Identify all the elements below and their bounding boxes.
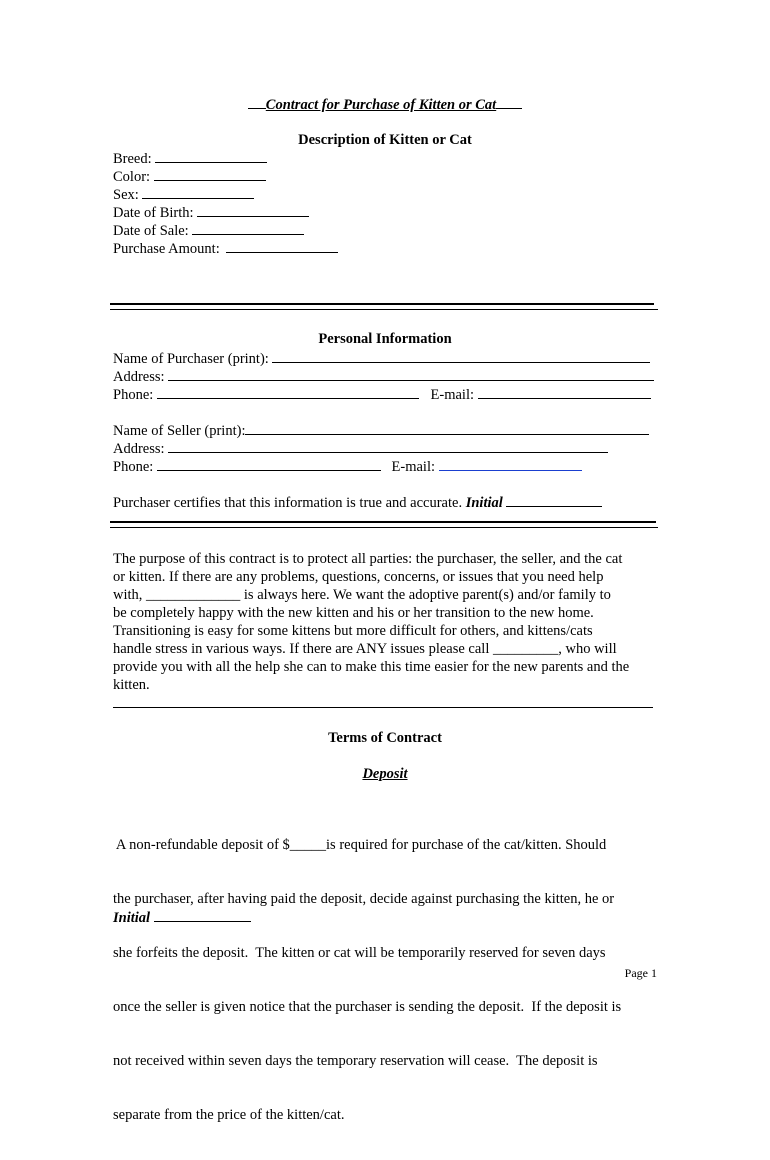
- description-heading: Description of Kitten or Cat: [298, 132, 472, 148]
- purchaser-name-field: [113, 349, 650, 368]
- sex-blank[interactable]: [142, 185, 254, 199]
- breed-label: Breed:: [113, 151, 152, 167]
- separator-rule-2b: [110, 527, 658, 528]
- terms-heading: Terms of Contract: [328, 730, 442, 746]
- purchaser-address-label: Address:: [113, 369, 165, 385]
- personal-heading: Personal Information: [318, 331, 452, 347]
- deposit-line: A non-refundable deposit of $_____is required for purchase of the cat/kitten. Should: [113, 837, 607, 853]
- sex-label: Sex:: [113, 187, 139, 203]
- seller-address-label: Address:: [113, 441, 165, 457]
- purchaser-phone-blank[interactable]: [157, 385, 419, 399]
- deposit-initial-label: Initial: [113, 910, 151, 926]
- purchaser-phone-field: [113, 385, 651, 404]
- page-number: Page 1: [624, 966, 657, 980]
- purchaser-certification: [113, 493, 602, 512]
- certify-initial-blank[interactable]: [506, 493, 602, 507]
- purpose-line: provide you with all the help she can to make this time easier for the new parents and the: [113, 659, 630, 675]
- separator-rule-1a: [110, 303, 654, 305]
- purchase-amount-blank[interactable]: [226, 239, 338, 253]
- deposit-line: once the seller is given notice that the purchaser is sending the deposit. If the deposit is: [113, 999, 622, 1015]
- seller-email-blank[interactable]: [439, 457, 582, 471]
- purpose-line: kitten.: [113, 677, 150, 693]
- title-text: Contract for Purchase of Kitten or Cat: [265, 97, 497, 113]
- purpose-line: be completely happy with the new kitten and his or her transition to the new home.: [113, 605, 594, 621]
- seller-name-field: [113, 421, 649, 440]
- purpose-line: or kitten. If there are any problems, questions, concerns, or issues that you need help: [113, 569, 604, 585]
- purchaser-address-blank[interactable]: [168, 367, 654, 381]
- seller-phone-blank[interactable]: [157, 457, 381, 471]
- seller-address-field: [113, 439, 608, 458]
- deposit-initial-field: [113, 908, 251, 927]
- breed-field: [113, 149, 267, 168]
- separator-rule-3: [113, 707, 653, 708]
- purchaser-phone-label: Phone:: [113, 387, 154, 403]
- seller-phone-label: Phone:: [113, 459, 154, 475]
- purchaser-name-blank[interactable]: [272, 349, 650, 363]
- deposit-line: she forfeits the deposit. The kitten or cat will be temporarily reserved for seven days: [113, 945, 606, 961]
- separator-rule-2a: [110, 521, 656, 523]
- purpose-line: The purpose of this contract is to protect all parties: the purchaser, the seller, and the cat: [113, 551, 623, 567]
- purchase-amount-field: [113, 239, 338, 258]
- dob-blank[interactable]: [197, 203, 309, 217]
- seller-name-blank[interactable]: [245, 421, 649, 435]
- purpose-paragraph: [113, 550, 655, 694]
- purpose-line: Transitioning is easy for some kittens but more difficult for others, and kittens/cats: [113, 623, 593, 639]
- deposit-paragraph: [113, 800, 655, 1160]
- certify-text: Purchaser certifies that this information is true and accurate.: [113, 495, 463, 511]
- title-right-rule: [496, 94, 522, 109]
- breed-blank[interactable]: [155, 149, 267, 163]
- purchase-amount-label: Purchase Amount:: [113, 241, 220, 257]
- color-field: [113, 167, 266, 186]
- dos-label: Date of Sale:: [113, 223, 189, 239]
- deposit-heading: Deposit: [362, 766, 408, 782]
- seller-address-blank[interactable]: [168, 439, 608, 453]
- purchaser-name-label: Name of Purchaser (print):: [113, 351, 269, 367]
- color-blank[interactable]: [154, 167, 266, 181]
- seller-phone-field: [113, 457, 582, 476]
- certify-initial-label: Initial: [465, 495, 503, 511]
- title-left-rule: [248, 94, 266, 109]
- deposit-line: not received within seven days the temporary reservation will cease. The deposit is: [113, 1053, 598, 1069]
- purchaser-email-label: E-mail:: [430, 387, 475, 403]
- purpose-line: handle stress in various ways. If there are ANY issues please call _________, who will: [113, 641, 617, 657]
- dos-field: [113, 221, 304, 240]
- seller-name-label: Name of Seller (print):: [113, 423, 246, 439]
- deposit-line: separate from the price of the kitten/cat.: [113, 1107, 345, 1123]
- document-title: [0, 94, 770, 114]
- color-label: Color:: [113, 169, 151, 185]
- deposit-initial-blank[interactable]: [154, 908, 251, 922]
- separator-rule-1b: [110, 309, 658, 310]
- purchaser-email-blank[interactable]: [478, 385, 651, 399]
- dos-blank[interactable]: [192, 221, 304, 235]
- seller-email-label: E-mail:: [391, 459, 436, 475]
- dob-field: [113, 203, 309, 222]
- purchaser-address-field: [113, 367, 654, 386]
- purpose-line: with, _____________ is always here. We want the adoptive parent(s) and/or family to: [113, 587, 611, 603]
- deposit-heading-row: [0, 765, 770, 783]
- deposit-line: the purchaser, after having paid the deposit, decide against purchasing the kitten, he or: [113, 891, 615, 907]
- dob-label: Date of Birth:: [113, 205, 194, 221]
- sex-field: [113, 185, 254, 204]
